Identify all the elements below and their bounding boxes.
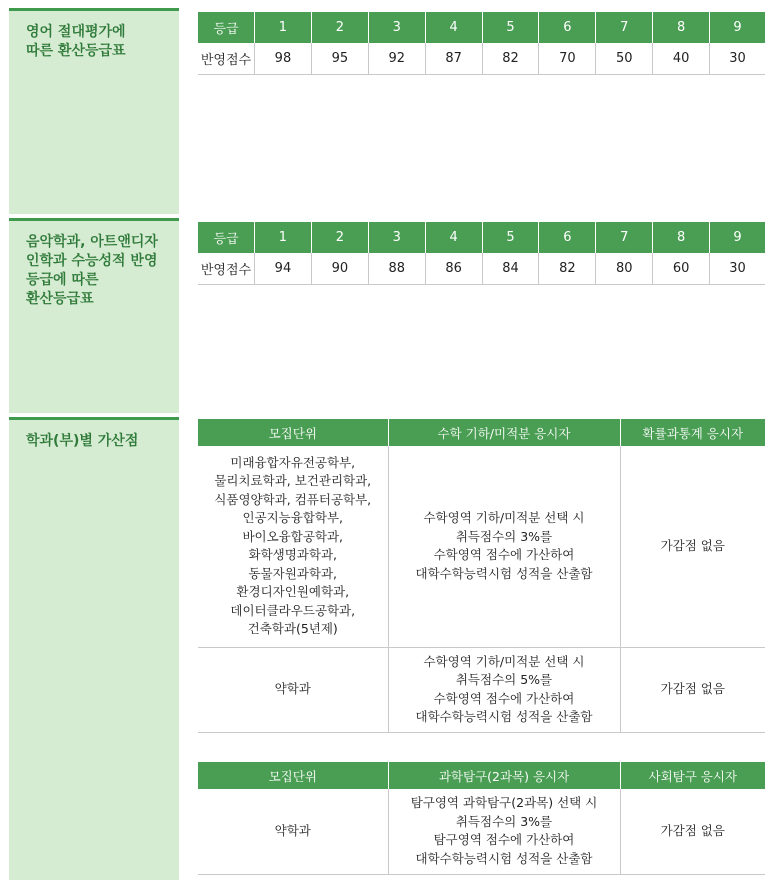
table-header-row (198, 419, 765, 446)
grade-header: 2 (311, 222, 368, 253)
score-cell: 80 (596, 253, 653, 285)
table-row (198, 253, 765, 285)
score-cell: 92 (368, 43, 425, 75)
score-cell: 50 (596, 43, 653, 75)
grade-header: 6 (539, 12, 596, 43)
score-cell: 82 (482, 43, 539, 75)
science-bonus-table (198, 762, 765, 875)
row-label: 반영점수 (198, 253, 255, 285)
score-cell: 98 (255, 43, 312, 75)
grade-header: 2 (311, 12, 368, 43)
other-cell: 가감점 없음 (620, 647, 765, 732)
section-title: 음악학과, 아트앤디자 인학과 수능성적 반영 등급에 따른 환산등급표 (26, 234, 158, 307)
header-grade-label: 등급 (198, 12, 255, 43)
table-row (198, 647, 765, 732)
table-header-row (198, 762, 765, 789)
grade-header: 5 (482, 12, 539, 43)
score-cell: 94 (255, 253, 312, 285)
header-bonus: 수학 기하/미적분 응시자 (388, 419, 620, 446)
grade-header: 8 (653, 222, 710, 253)
header-bonus: 과학탐구(2과목) 응시자 (388, 762, 620, 789)
english-grade-table (198, 12, 765, 75)
score-cell: 82 (539, 253, 596, 285)
bonus-cell: 수학영역 기하/미적분 선택 시 취득점수의 3%를 수학영역 점수에 가산하여 대학수학능력시험 성적을 산출함 (388, 446, 620, 647)
grade-header: 9 (710, 12, 765, 43)
row-label: 반영점수 (198, 43, 255, 75)
table-header-row (198, 222, 765, 253)
grade-header: 4 (425, 222, 482, 253)
score-cell: 88 (368, 253, 425, 285)
score-cell: 86 (425, 253, 482, 285)
score-cell: 90 (311, 253, 368, 285)
grade-header: 4 (425, 12, 482, 43)
bonus-cell: 탐구영역 과학탐구(2과목) 선택 시 취득점수의 3%를 탐구영역 점수에 가산하여 대학수학능력시험 성적을 산출함 (388, 789, 620, 874)
score-cell: 87 (425, 43, 482, 75)
grade-header: 1 (255, 222, 312, 253)
table-row (198, 446, 765, 647)
music-grade-table (198, 222, 765, 285)
section-english-sidebar (9, 8, 179, 214)
bonus-cell: 수학영역 기하/미적분 선택 시 취득점수의 5%를 수학영역 점수에 가산하여 대학수학능력시험 성적을 산출함 (388, 647, 620, 732)
header-other: 사회탐구 응시자 (620, 762, 765, 789)
header-other: 확률과통계 응시자 (620, 419, 765, 446)
grade-header: 6 (539, 222, 596, 253)
table-row (198, 43, 765, 75)
unit-cell: 약학과 (198, 647, 388, 732)
score-cell: 84 (482, 253, 539, 285)
score-cell: 60 (653, 253, 710, 285)
grade-header: 8 (653, 12, 710, 43)
grade-header: 3 (368, 222, 425, 253)
header-unit: 모집단위 (198, 419, 388, 446)
math-bonus-table (198, 419, 765, 733)
grade-header: 7 (596, 12, 653, 43)
section-bonus-sidebar (9, 417, 179, 880)
section-music-sidebar (9, 218, 179, 413)
score-cell: 40 (653, 43, 710, 75)
score-cell: 30 (710, 253, 765, 285)
table-row (198, 789, 765, 874)
score-cell: 95 (311, 43, 368, 75)
table-header-row (198, 12, 765, 43)
header-unit: 모집단위 (198, 762, 388, 789)
grade-header: 1 (255, 12, 312, 43)
section-title: 영어 절대평가에 따른 환산등급표 (26, 24, 126, 59)
unit-cell: 미래융합자유전공학부, 물리치료학과, 보건관리학과, 식품영양학과, 컴퓨터공학부, 인공지능융합학부, 바이오융합공학과, 화학생명과학과, 동물자원과학과, 환경디자인원예학과, 데이터클라우드공학과, 건축학과(5년제) (198, 446, 388, 647)
grade-header: 5 (482, 222, 539, 253)
header-grade-label: 등급 (198, 222, 255, 253)
section-title: 학과(부)별 가산점 (26, 433, 139, 449)
grade-header: 9 (710, 222, 765, 253)
other-cell: 가감점 없음 (620, 789, 765, 874)
unit-cell: 약학과 (198, 789, 388, 874)
grade-header: 7 (596, 222, 653, 253)
other-cell: 가감점 없음 (620, 446, 765, 647)
score-cell: 70 (539, 43, 596, 75)
grade-header: 3 (368, 12, 425, 43)
score-cell: 30 (710, 43, 765, 75)
